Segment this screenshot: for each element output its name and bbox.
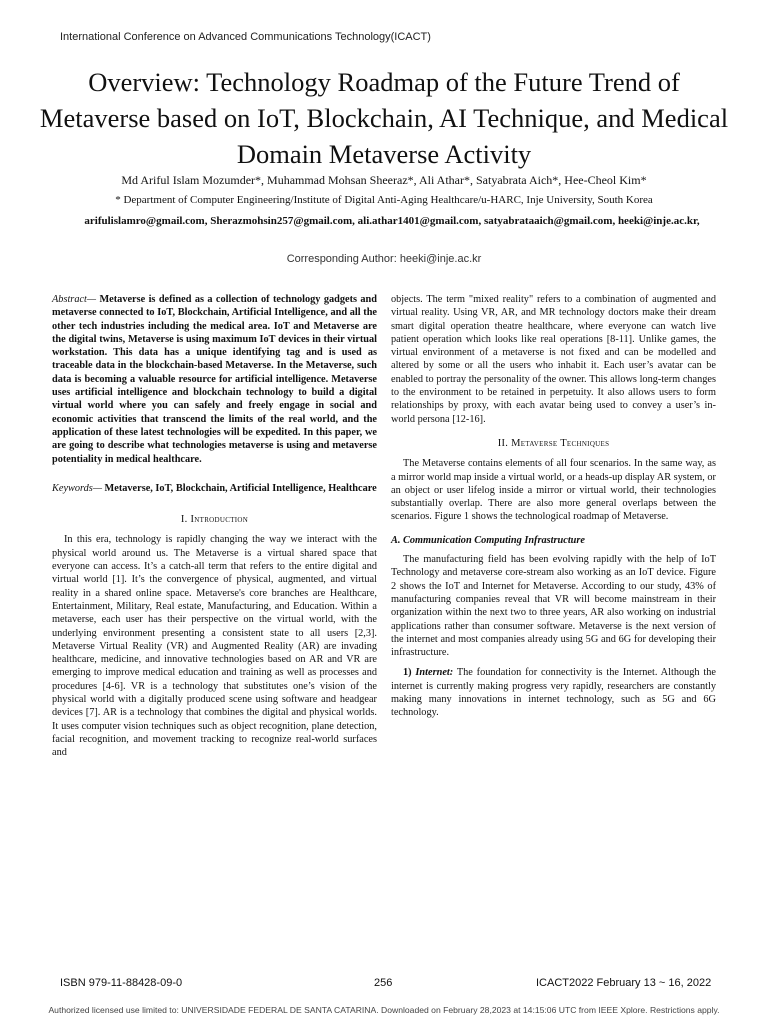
keywords-text: Metaverse, IoT, Blockchain, Artificial Intelligence, Healthcare: [104, 482, 377, 494]
keywords-dash: —: [92, 482, 105, 494]
isbn-footer: ISBN 979-11-88428-09-0: [60, 977, 183, 989]
left-column: [52, 293, 377, 760]
keywords-label: Keywords: [52, 482, 93, 494]
conference-date-footer: ICACT2022 February 13 ~ 16, 2022: [536, 977, 712, 989]
license-notice: Authorized licensed use limited to: UNIVERSIDADE FEDERAL DE SANTA CATARINA. Downloaded on February 28,2023 at 14:15:06 UTC from IEEE Xplore. Restrictions apply.: [48, 1005, 720, 1015]
internet-label: Internet:: [415, 667, 454, 679]
internet-paragraph: [391, 666, 716, 719]
page-number: 256: [374, 977, 393, 989]
affiliation: * Department of Computer Engineering/Institute of Digital Anti-Aging Healthcare/u-HARC, Inje University, South Korea: [115, 194, 653, 206]
abstract-label: Abstract: [52, 294, 87, 305]
abstract-dash: —: [86, 294, 100, 305]
metaverse-techniques-paragraph: The Metaverse contains elements of all four scenarios. In the same way, as a mirror world map inside a virtual world, or a heads-up display AR system, or an object or user lifelog inside a mirror or virtual world, their technologies substantially overlap. There are also more general overlaps between the scenarios. Figure 1 shows the technological roadmap of Metaverse.: [391, 458, 716, 523]
author-emails: arifulislamro@gmail.com, Sherazmohsin257@gmail.com, ali.athar1401@gmail.com, satyabrataaich@gmail.com, heeki@inje.ac.kr,: [84, 215, 700, 227]
abstract-text: Metaverse is defined as a collection of technology gadgets and metaverse connected to IoT, Blockchain, Artificial Intelligence, and all the other tech industries including the medical area. IoT and Metaverse are the digital twins, Metaverse is using maximum IoT devices in their virtual workstation. This data has a unique identifying tag and is used as traceable data in the blockchain-based Metaverse. In the Metaverse, such data is becoming a valuable resource for artificial intelligence. Metaverse uses artificial intelligence and blockchain technology to build a digital virtual world where you can safely and freely engage in social and economic activities that transcend the limits of the real world, and the application of these latest technologies will be expedited. In this paper, we are going to describe what technologies metaverse is using and metaverse potentiality in medical healthcare.: [52, 294, 378, 465]
section-heading-introduction: I. Introduction: [180, 514, 249, 526]
communication-paragraph: The manufacturing field has been evolving rapidly with the help of IoT Technology and metaverse core-stream also working as an IoT device. Figure 2 shows the IoT and Internet for Metaverse. According to our study, 43% of manufacturing companies reveal that VR will become mainstream in their organization within the next two to three years, AR also working on industrial applications rather than consumer software. Metaverse is the next version of the internet and most companies already using 5G and 6G for developing their infrastructure.: [391, 554, 716, 659]
keywords: [52, 482, 377, 495]
author-list: Md Ariful Islam Mozumder*, Muhammad Mohsan Sheeraz*, Ali Athar*, Satyabrata Aich*, Hee-Cheol Kim*: [121, 173, 647, 187]
right-column: [391, 293, 716, 720]
conference-header: International Conference on Advanced Communications Technology(ICACT): [60, 31, 431, 43]
internet-number: 1): [403, 667, 416, 679]
continuation-paragraph: objects. The term "mixed reality" refers to a combination of augmented and virtual reality. Using VR, AR, and MR technology doctors make their dream smart digital operation theatre healthcare, where everyone can watch live patient operation which looks like real operations [8-11]. Unlike games, the virtual environment of a metaverse is not fixed and can be modelled and altered by some or all the users who inhabit it. Each user’s avatar can be enabled to portray the personality of the owner. This allows long-term changes to the environment to be retained in perpetuity. It also allows users to form relationships by proxy, with each avatar being used to convey a user’s in-world persona [12-16].: [391, 294, 716, 425]
introduction-paragraph: In this era, technology is rapidly changing the way we interact with the physical world around us. The Metaverse is a virtual shared space that everyone can access. It’s a catch-all term that refers to the entire digital and virtual world [1]. It’s the convergence of physical, augmented, and virtual reality in a shared online space. Metaverse's core branches are Healthcare, Entertainment, Military, Real estate, Manufacturing, and Education. Within a metaverse, each user has their perspective on the virtual world, with the underlying environment presenting a consistent state to all users [2,3]. Metaverse Virtual Reality (VR) and Augmented Reality (AR) are invading healthcare, medicine, and innovative technologies based on AR and VR are emerging to improve medical education and training as well as processes and procedures [4-6]. VR is a technology that substitutes one’s vision of the physical world with a digitally produced scene using software and headgear devices [7]. AR is a technology that combines the digital and physical worlds. It uses computer vision techniques such as object recognition, plane detection, facial recognition, and movement tracking to recognize real-world surfaces and: [52, 534, 377, 759]
subsection-heading-communication: A. Communication Computing Infrastructure: [391, 534, 585, 546]
corresponding-author: Corresponding Author: heeki@inje.ac.kr: [286, 253, 482, 265]
internet-text: The foundation for connectivity is the Internet. Although the internet is currently making progress very rapidly, researchers are constantly making many innovations in internet technology, such as 5G and 6G technology.: [391, 667, 716, 719]
section-heading-metaverse-techniques: II. Metaverse Techniques: [497, 437, 610, 449]
paper-title: Overview: Technology Roadmap of the Future Trend of Metaverse based on IoT, Blockchain, AI Technique, and Medical Domain Metaverse Activity: [39, 67, 729, 169]
abstract: [52, 293, 377, 466]
